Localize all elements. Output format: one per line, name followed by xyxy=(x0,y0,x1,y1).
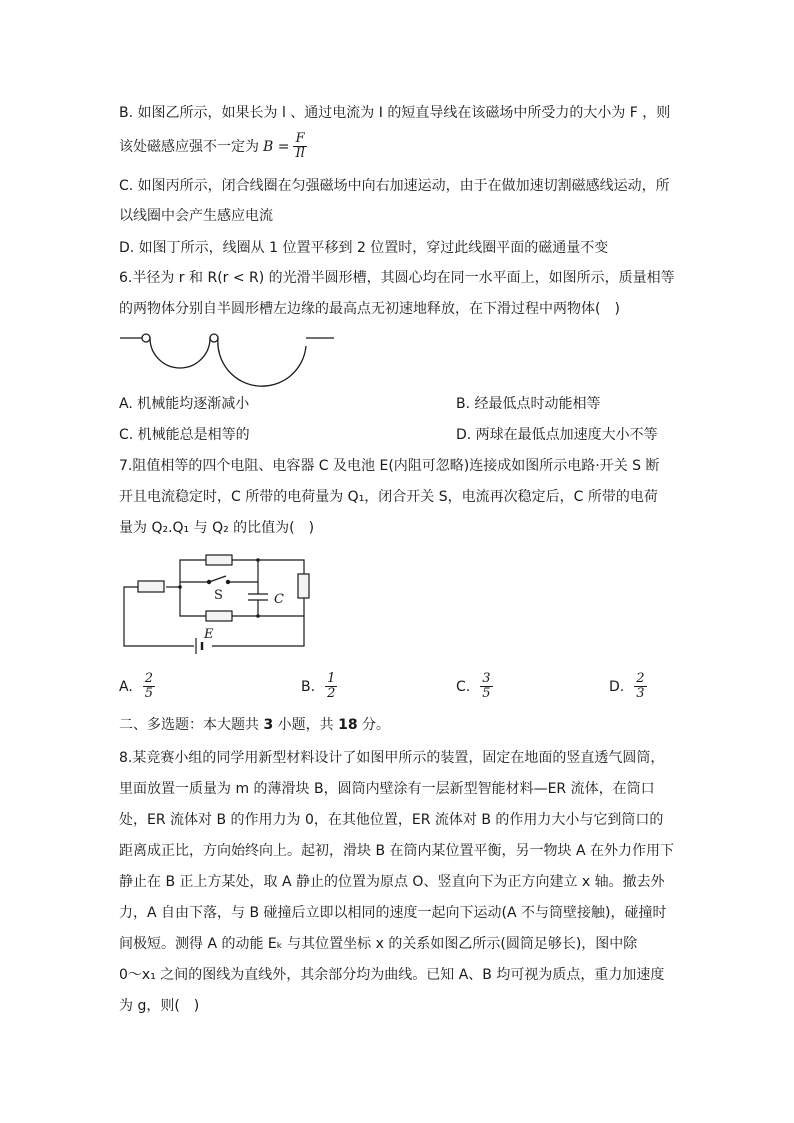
q5-formula-num: F xyxy=(293,132,306,147)
q8-line: 间极短。测得 A 的动能 Eₖ 与其位置坐标 x 的关系如图乙所示(圆筒足够长)，图中除 xyxy=(119,936,638,952)
q6-small-ball xyxy=(142,334,150,342)
q7-option-a-fraction xyxy=(143,672,155,701)
q6-option-d[interactable]: D. 两球在最低点加速度大小不等 xyxy=(456,427,658,443)
q7-option-d-den: 3 xyxy=(636,686,645,701)
q7-option-b[interactable] xyxy=(301,672,337,701)
q7-resistor-bottom xyxy=(206,611,232,621)
q7-option-b-fraction xyxy=(325,672,337,701)
q7-label-capacitor: C xyxy=(274,592,284,607)
q8-line: 力，A 自由下落，与 B 碰撞后立即以相同的速度一起向下运动(A 不与筒壁接触)，碰撞时 xyxy=(119,905,667,921)
q7-option-b-num: 1 xyxy=(327,671,336,686)
q5-option-b-line1: B. 如图乙所示，如果长为 l 、通过电流为 I 的短直导线在该磁场中所受力的大小为 F ，则 xyxy=(119,105,671,121)
q6-option-b[interactable]: B. 经最低点时动能相等 xyxy=(456,396,601,412)
q6-stem-line2: 的两物体分别自半圆形槽左边缘的最高点无初速地释放，在下滑过程中两物体( ) xyxy=(119,301,620,317)
q8-line: 8.某竞赛小组的同学用新型材料设计了如图甲所示的装置，固定在地面的竖直透气圆筒， xyxy=(119,750,665,766)
q7-label-battery: E xyxy=(204,627,214,642)
q7-stem-line1: 7.阻值相等的四个电阻、电容器 C 及电池 E(内阻可忽略)连接成如图所示电路·开关 S 断 xyxy=(119,458,660,474)
q5-formula-fraction xyxy=(293,132,306,161)
q7-option-c-den: 5 xyxy=(482,686,491,701)
q5-option-c-line1: C. 如图丙所示，闭合线圈在匀强磁场中向右加速运动，由于在做加速切割磁感线运动，所 xyxy=(119,178,670,194)
q7-option-a-letter: A. xyxy=(119,678,133,695)
q7-option-c-letter: C. xyxy=(456,678,471,695)
q5-option-c-line2: 以线圈中会产生感应电流 xyxy=(119,208,273,224)
section2-score: 18 xyxy=(338,717,358,733)
q8-line: 静止在 B 正上方某处，取 A 静止的位置为原点 O、竖直向下为正方向建立 x 轴。撤去外 xyxy=(119,874,665,890)
q7-stem-line3: 量为 Q₂.Q₁ 与 Q₂ 的比值为( ) xyxy=(119,520,315,536)
q8-line: 0～x₁ 之间的图线为直线外，其余部分均为曲线。已知 A、B 均可视为质点，重力加速度 xyxy=(119,967,665,983)
section2-prefix: 二、多选题：本大题共 xyxy=(119,717,264,733)
q8-line: 距离成正比，方向始终向上。起初，滑块 B 在筒内某位置平衡，另一物块 A 在外力作用下 xyxy=(119,843,674,859)
q6-large-groove xyxy=(218,338,306,386)
q8-line: 处，ER 流体对 B 的作用力为 0，在其他位置，ER 流体对 B 的作用力大小与它到筒口的 xyxy=(119,812,664,828)
q7-resistor-top xyxy=(206,555,232,565)
q6-option-c[interactable]: C. 机械能总是相等的 xyxy=(119,427,250,443)
q7-upper-branch xyxy=(180,560,304,616)
q8-line: 为 g，则( ) xyxy=(119,998,200,1014)
q5-option-b-text: 该处磁感应强不一定为 xyxy=(119,138,259,155)
q7-stem-line2: 开且电流稳定时，C 所带的电荷量为 Q₁，闭合开关 S，电流再次稳定后，C 所带的电荷 xyxy=(119,489,658,505)
q7-option-c-num: 3 xyxy=(482,671,491,686)
q7-option-a-den: 5 xyxy=(144,686,154,701)
q7-option-b-letter: B. xyxy=(301,678,316,695)
q7-option-b-den: 2 xyxy=(327,686,336,701)
q7-option-c[interactable] xyxy=(456,672,493,701)
section2-suffix: 分。 xyxy=(357,717,391,733)
section2-mid: 小题，共 xyxy=(273,717,339,733)
q7-option-d-fraction xyxy=(634,672,646,701)
q7-option-d[interactable] xyxy=(609,672,647,701)
q6-stem-line1: 6.半径为 r 和 R(r < R) 的光滑半圆形槽，其圆心均在同一水平面上，如图所示，质量相等 xyxy=(119,270,675,286)
q8-line: 里面放置一质量为 m 的薄滑块 B，圆筒内壁涂有一层新型智能材料—ER 流体，在筒口 xyxy=(119,781,655,797)
q5-option-b-line2 xyxy=(119,132,307,161)
q5-formula-den: Il xyxy=(295,146,305,161)
q7-label-switch: S xyxy=(214,588,223,603)
q7-resistor-right xyxy=(298,574,309,598)
q7-option-d-letter: D. xyxy=(609,678,625,695)
q7-switch-blade xyxy=(209,576,226,582)
q7-resistor-series xyxy=(138,581,164,592)
q6-semicircle-figure xyxy=(118,328,338,384)
q7-option-c-fraction xyxy=(480,672,492,701)
q6-large-ball xyxy=(210,334,218,342)
q7-circuit-diagram xyxy=(118,552,318,652)
q7-option-a-num: 2 xyxy=(144,671,154,686)
section2-heading xyxy=(119,715,390,735)
q7-option-d-num: 2 xyxy=(636,671,645,686)
section2-count: 3 xyxy=(263,717,274,733)
q6-small-groove xyxy=(150,338,210,368)
q5-formula-lhs: B = xyxy=(263,138,290,155)
q7-option-a[interactable] xyxy=(119,672,155,701)
q6-option-a[interactable]: A. 机械能均逐渐减小 xyxy=(119,396,250,412)
q5-option-d: D. 如图丁所示，线圈从 1 位置平移到 2 位置时，穿过此线圈平面的磁通量不变 xyxy=(119,240,609,256)
